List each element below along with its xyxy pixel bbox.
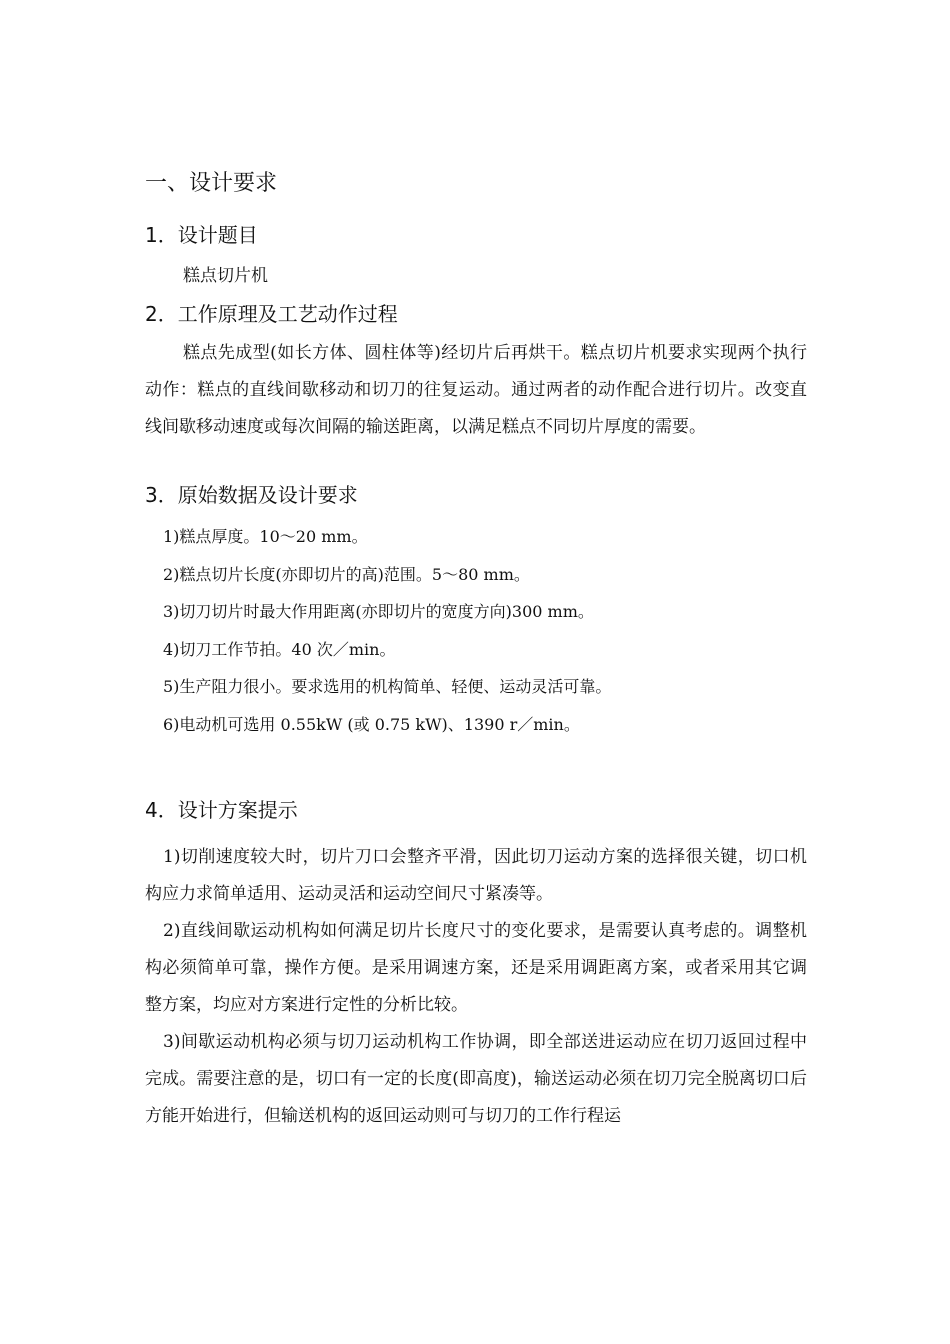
- tip-paragraph: 3)间歇运动机构必须与切刀运动机构工作协调，即全部送进运动应在切刀返回过程中完成。需要注意的是，切口有一定的长度(即高度)，输送运动必须在切刀完全脱离切口后方能开始进行，但输送机构的返回运动则可与切刀的工作行程运: [145, 1032, 807, 1126]
- section-3-list: [145, 518, 807, 743]
- main-heading: 一、设计要求: [145, 171, 278, 196]
- section-1-title: 1．设计题目: [145, 223, 258, 247]
- list-item: 5)生产阻力很小。要求选用的机构简单、轻便、运动灵活可靠。: [163, 677, 612, 696]
- section-2-title: 2．工作原理及工艺动作过程: [145, 302, 398, 326]
- list-item: 2)糕点切片长度(亦即切片的高)范围。5～80 mm。: [163, 564, 530, 584]
- section-1-body: 糕点切片机: [183, 266, 268, 286]
- list-item: 4)切刀工作节拍。40 次／min。: [163, 639, 396, 659]
- list-item: 3)切刀切片时最大作用距离(亦即切片的宽度方向)300 mm。: [163, 602, 594, 621]
- list-item: 1)糕点厚度。10～20 mm。: [163, 527, 368, 546]
- section-3-title: 3．原始数据及设计要求: [145, 483, 358, 507]
- list-item: 6)电动机可选用 0.55kW (或 0.75 kW)、1390 r／min。: [163, 714, 580, 734]
- section-2-body: 糕点先成型(如长方体、圆柱体等)经切片后再烘干。糕点切片机要求实现两个执行动作：糕点的直线间歇移动和切刀的往复运动。通过两者的动作配合进行切片。改变直线间歇移动速度或每次间隔的输送距离，以满足糕点不同切片厚度的需要。: [145, 343, 807, 437]
- tip-paragraph: 2)直线间歇运动机构如何满足切片长度尺寸的变化要求，是需要认真考虑的。调整机构必须简单可靠，操作方便。是采用调速方案，还是采用调距离方案，或者采用其它调整方案，均应对方案进行定性的分析比较。: [145, 921, 807, 1015]
- document-page: [145, 168, 807, 1135]
- tip-paragraph: 1)切削速度较大时，切片刀口会整齐平滑，因此切刀运动方案的选择很关键，切口机构应力求简单适用、运动灵活和运动空间尺寸紧凑等。: [145, 847, 807, 904]
- section-4-tips: [145, 839, 807, 1135]
- section-4-title: 4．设计方案提示: [145, 798, 298, 822]
